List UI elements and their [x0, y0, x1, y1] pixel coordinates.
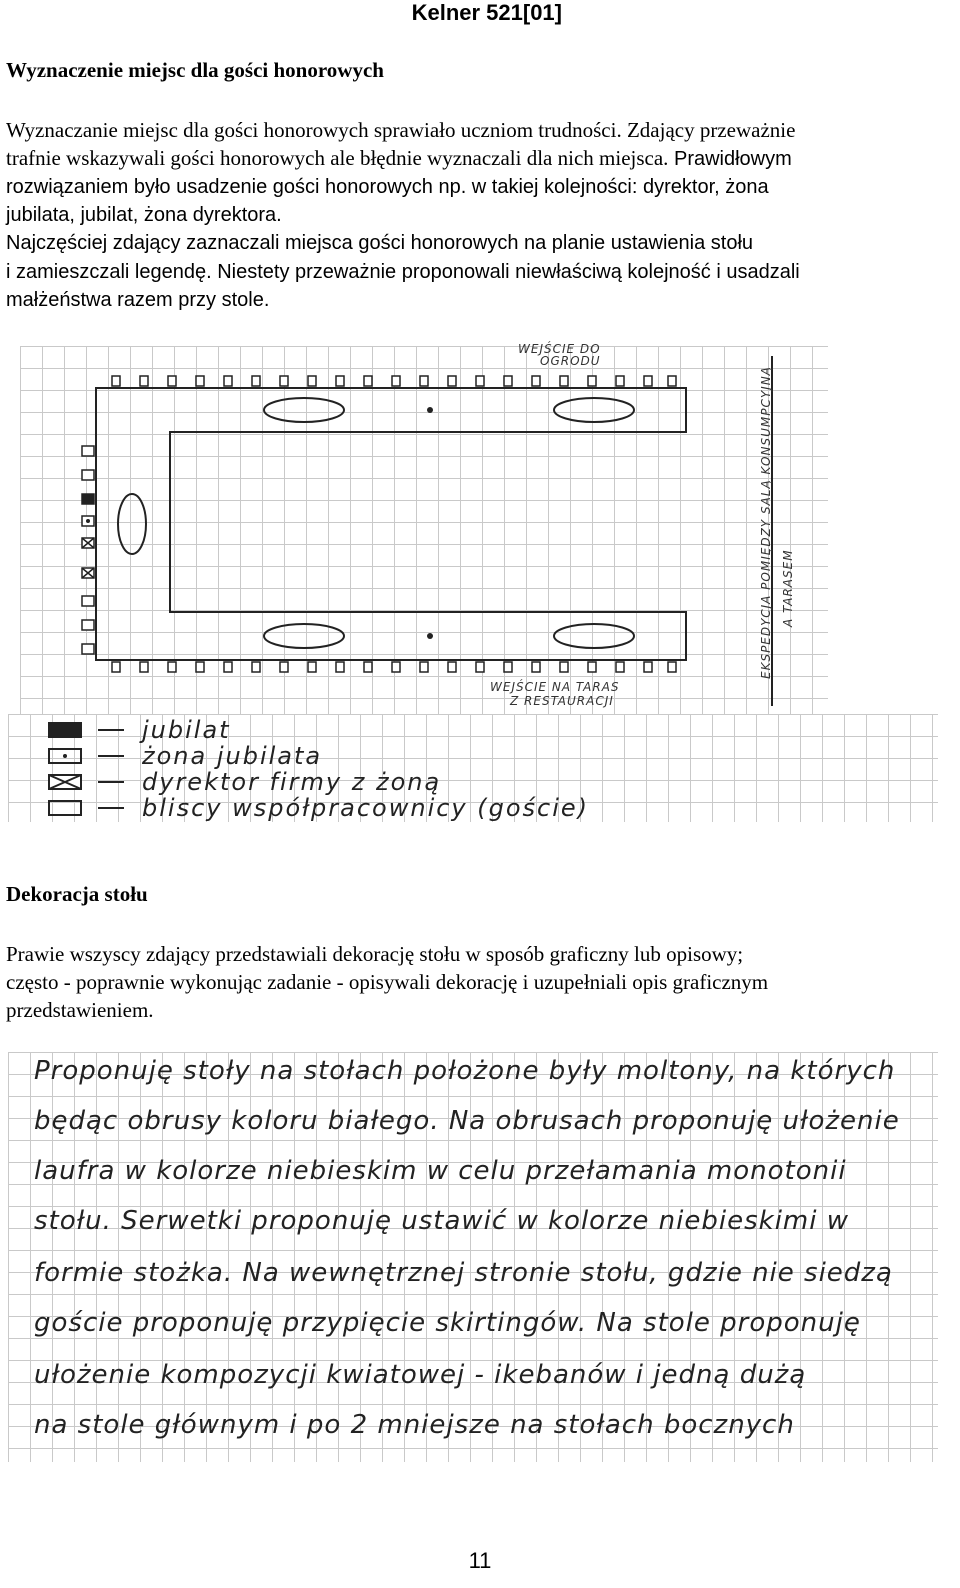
- paragraph-line: [6, 229, 936, 257]
- text-line: i zamieszczali legendę.: [6, 261, 212, 283]
- legend-label: żona jubilata: [142, 742, 323, 770]
- legend-swatch-empty: [48, 800, 82, 816]
- bottom-seats: [112, 662, 676, 672]
- section-heading-table-decoration: Dekoracja stołu: [6, 882, 148, 906]
- label-garden-entrance-1: WEJŚCIE DO: [518, 342, 601, 356]
- legend-item-jubilee-wife: [48, 744, 322, 768]
- seat-director: [82, 538, 94, 548]
- legend-item-guests: [48, 796, 589, 820]
- legend-label: bliscy współpracownicy (goście): [142, 794, 590, 822]
- section1-body: [6, 116, 936, 314]
- paragraph-line: [6, 144, 936, 173]
- label-expedition-1: EKSPEDYCJA POMIĘDZY SALĄ KONSUMPCYJNĄ: [759, 366, 773, 679]
- text-line: Najczęściej zdający zaznaczali miejsca gości honorowych na planie ustawienia stołu: [6, 232, 754, 254]
- label-garden-entrance-2: OGRODU: [540, 354, 601, 368]
- seat-jubilee: [82, 494, 94, 504]
- paragraph-line: [6, 968, 936, 996]
- decoration-oval: [554, 624, 634, 648]
- legend-swatch-cross: [48, 774, 82, 790]
- seat-director-wife: [82, 568, 94, 578]
- text-line: Wyznaczanie miejsc dla gości honorowych sprawiało uczniom trudności. Zdający przeważnie: [6, 118, 796, 142]
- handwritten-line: na stole głównym i po 2 mniejsze na stołach bocznych: [34, 1410, 795, 1440]
- legend-dash: [98, 807, 124, 809]
- handwritten-line: formie stożka. Na wewnętrznej stronie stołu, gdzie nie siedzą: [34, 1258, 893, 1288]
- table-plan-sketch: [20, 342, 828, 714]
- handwritten-line: będąc obrusy koloru białego. Na obrusach proponuję ułożenie: [34, 1106, 900, 1136]
- handwritten-line: ułożenie kompozycji kwiatowej - ikebanów i jedną dużą: [34, 1360, 807, 1390]
- handwritten-line: Proponuję stoły na stołach położone były moltony, na których: [34, 1056, 896, 1086]
- plan-legend: [8, 714, 938, 822]
- paragraph-line: [6, 996, 936, 1024]
- handwritten-line: goście proponuję przypięcie skirtingów. Na stole proponuję: [34, 1308, 861, 1338]
- text-line: małżeństwa razem przy stole.: [6, 289, 270, 311]
- text-line: rozwiązaniem było usadzenie gości honorowych np. w takiej kolejności: dyrektor, żona: [6, 176, 769, 198]
- decoration-oval: [554, 398, 634, 422]
- text-line: trafnie wskazywali gości honorowych ale błędnie wyznaczali dla nich miejsca.: [6, 146, 669, 170]
- candle-dot: [427, 407, 433, 413]
- table-outline: [96, 388, 686, 660]
- label-terrace-entrance-1: WEJŚCIE NA TARAS: [490, 680, 620, 694]
- legend-item-jubilee: [48, 718, 231, 742]
- section-heading-honorary-seats: Wyznaczenie miejsc dla gości honorowych: [6, 58, 384, 82]
- paragraph-line: [6, 173, 936, 201]
- decoration-oval: [264, 398, 344, 422]
- label-expedition-2: A TARASEM: [781, 549, 795, 627]
- handwritten-decoration-description: [8, 1052, 938, 1462]
- text-line: często - poprawnie wykonując zadanie - opisywali dekorację i uzupełniali opis graficznym: [6, 970, 769, 994]
- legend-swatch-dot: [48, 748, 82, 764]
- paragraph-line: [6, 116, 936, 144]
- legend-label: jubilat: [142, 716, 231, 744]
- decoration-oval: [118, 494, 146, 554]
- legend-dash: [98, 729, 124, 731]
- decoration-oval: [264, 624, 344, 648]
- paragraph-line: [6, 257, 936, 286]
- label-terrace-entrance-2: Z RESTAURACJI: [510, 694, 614, 708]
- legend-swatch-filled: [48, 722, 82, 738]
- table-plan-drawing: [20, 346, 828, 714]
- paragraph-line: [6, 286, 936, 314]
- section2-body: [6, 940, 936, 1024]
- paragraph-line: [6, 201, 936, 229]
- left-seats: [82, 446, 94, 654]
- text-line: Prawidłowym: [668, 148, 792, 170]
- legend-label: dyrektor firmy z żoną: [142, 768, 442, 796]
- page-number: 11: [468, 1548, 492, 1573]
- paragraph-line: [6, 940, 936, 968]
- text-line: Prawie wszyscy zdający przedstawiali dekorację stołu w sposób graficzny lub opisowy;: [6, 942, 744, 966]
- text-line: Niestety przeważnie proponowali niewłaściwą kolejność i usadzali: [211, 261, 800, 283]
- legend-item-director: [48, 770, 441, 794]
- legend-dash: [98, 781, 124, 783]
- handwritten-line: laufra w kolorze niebieskim w celu przełamania monotonii: [34, 1156, 847, 1186]
- candle-dot: [427, 633, 433, 639]
- text-line: przedstawieniem.: [6, 998, 154, 1022]
- handwritten-line: stołu. Serwetki proponuję ustawić w kolorze niebieskimi w: [34, 1206, 850, 1236]
- document-header-title: Kelner 521[01]: [411, 0, 562, 25]
- legend-dash: [98, 755, 124, 757]
- top-seats: [112, 376, 676, 386]
- text-line: jubilata, jubilat, żona dyrektora.: [6, 204, 282, 226]
